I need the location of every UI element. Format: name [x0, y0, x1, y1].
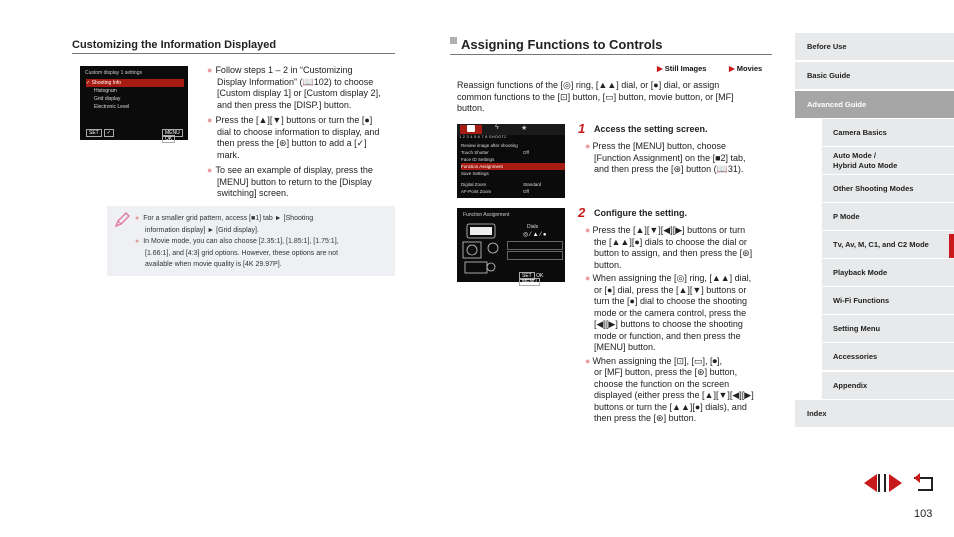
bullet-icon: ●: [207, 65, 213, 75]
sidebar-item-before-use[interactable]: Before Use: [795, 33, 954, 60]
note-item: ● For a smaller grid pattern, access [■1] tab ► [Shooting information display] ► [Grid display].: [135, 215, 314, 234]
camera-screen-shoot2-menu: [457, 124, 565, 198]
bullet-icon: ●: [135, 238, 140, 245]
screen-row: Electronic Level: [94, 104, 130, 110]
button-assign-row: [507, 251, 563, 260]
step-title: Access the setting screen.: [594, 124, 708, 134]
screen-row: Function Assignment: [461, 163, 565, 170]
section-title: Customizing the Information Displayed: [72, 39, 277, 51]
sidebar-item-advanced-guide[interactable]: Advanced Guide: [795, 91, 954, 118]
camera-icon: [467, 125, 475, 132]
bullet-icon: ●: [585, 141, 591, 151]
movies-link[interactable]: ▶ Movies: [729, 64, 763, 73]
screen-row: Histogram: [94, 88, 117, 94]
bullet-icon: ●: [207, 165, 213, 175]
next-page-icon[interactable]: [884, 474, 902, 492]
wrench-icon: ϟ: [495, 124, 499, 131]
instruction-list: [207, 65, 397, 200]
bullet-item: ● Press the [▲][▼][◀][▶] buttons or turn the [▲▲][●] dials to choose the dial or button to assign, and then press the [⊛] button.: [585, 225, 753, 270]
screen-row: Digital Zoom Standard: [461, 182, 542, 187]
screen-set-label: SET ✓: [86, 130, 116, 136]
star-icon: ★: [521, 125, 528, 132]
bullet-icon: ●: [207, 115, 213, 125]
sidebar-item-accessories[interactable]: Accessories: [822, 343, 954, 370]
screen-row: Face ID Settings: [461, 157, 495, 162]
screen-header: Custom display 1 settings: [85, 70, 142, 76]
sidebar-item-wifi-functions[interactable]: Wi-Fi Functions: [822, 287, 954, 314]
heading-square-icon: [450, 37, 457, 44]
sidebar-item-setting-menu[interactable]: Setting Menu: [822, 315, 954, 342]
bullet-icon: ●: [135, 215, 140, 222]
sidebar-item-camera-basics[interactable]: Camera Basics: [822, 119, 954, 146]
sidebar-item-p-mode[interactable]: P Mode: [822, 203, 954, 230]
camera-screen-function-assignment: [457, 208, 565, 285]
bullet-icon: ●: [585, 355, 591, 366]
page-title: Assigning Functions to Controls: [461, 37, 663, 52]
bullet-item: ● Press the [▲][▼] buttons or turn the [●] dial to choose information to display, and then press the [⊛] button to add a [✓] mark.: [207, 115, 380, 160]
camera-screen-custom-display: [80, 66, 188, 140]
tab-numbers: 1 2 3 4 5 6 7 8 SHOOT2: [459, 134, 507, 139]
screen-menu-ok: MENU OK: [162, 130, 188, 142]
sidebar-item-playback-mode[interactable]: Playback Mode: [822, 259, 954, 286]
screen-row: ✓ Shooting Info: [86, 79, 184, 87]
dials-label: Dials: [527, 224, 539, 230]
check-icon: ✓: [86, 80, 92, 86]
step-number: 1: [578, 121, 586, 136]
note-item: ● In Movie mode, you can also choose [2.35:1], [1.85:1], [1.75:1], [1.66:1], and [4:3] grid options. However, these options are not available when movie quality is [4K 29.97P].: [135, 238, 339, 268]
page-navigation: [860, 472, 936, 494]
step-number: 2: [578, 205, 586, 220]
bullet-item: ● When assigning the [⊡], [▭], [⏺], or [MF] button, press the [⊛] button, choose the function on the screen displayed (either press the [▲][▼][◀][▶] buttons or turn the [▲▲][●] dials), and then press the [⊛] button.: [585, 355, 754, 423]
dial-icons: ◎ ⁄ ▲ ⁄ ●: [523, 232, 547, 238]
arrow-right-icon: ▶: [729, 64, 735, 73]
bullet-item: ● Follow steps 1 – 2 in “Customizing Display Information” (📖102) to choose [Custom display 1] or [Custom display 2], and then press the [DISP.] button.: [207, 65, 381, 110]
screen-row: Touch Shutter Off: [461, 150, 529, 155]
bullet-item: ● When assigning the [◎] ring, [▲▲] dial, or [●] dial, press the [▲][▼] buttons or turn the [●] dial to choose the shooting mode or the camera control, press the [◀][▶] buttons to choose the shooting mode or function, and then press the [MENU] button.: [585, 273, 752, 352]
step-body: ● Press the [MENU] button, choose [Function Assignment] on the [■2] tab, and then press the [⊛] button (📖31).: [585, 141, 746, 174]
screen-set-ok-menu: SET OK MENU: [519, 273, 565, 285]
dial-assign-row: [507, 241, 563, 250]
bullet-icon: ●: [585, 273, 591, 283]
sidebar-item-appendix[interactable]: Appendix: [822, 372, 954, 399]
sidebar-item-other-shooting-modes[interactable]: Other Shooting Modes: [822, 175, 954, 202]
step-body: [585, 225, 775, 425]
page-number: 103: [914, 508, 933, 520]
previous-page-icon[interactable]: [860, 472, 882, 494]
pencil-icon: [113, 211, 131, 229]
intro-text: Reassign functions of the [◎] ring, [▲▲] dial, or [●] dial, or assign common functions to the [⊡] button, [▭] button, movie button, or [MF] button.: [457, 80, 734, 113]
title-divider: [450, 54, 772, 55]
screen-row: Review image after shooting: [461, 143, 518, 148]
sidebar-item-tv-av-m-mode[interactable]: Tv, Av, M, C1, and C2 Mode: [822, 231, 954, 258]
sidebar-item-index[interactable]: Index: [795, 400, 954, 427]
note-list: [135, 213, 390, 271]
sidebar-item-basic-guide[interactable]: Basic Guide: [795, 62, 954, 89]
section-divider: [72, 53, 395, 54]
step-title: Configure the setting.: [594, 208, 687, 218]
screen-row: AF-Point Zoom Off: [461, 189, 529, 194]
camera-body-icon: [461, 222, 501, 274]
still-images-link[interactable]: ▶ Still Images: [657, 64, 707, 73]
bullet-icon: ●: [585, 225, 591, 235]
screen-header: Function Assignment: [463, 212, 510, 218]
arrow-right-icon: ▶: [657, 64, 663, 73]
bullet-item: ● To see an example of display, press the [MENU] button to return to the [Display switching] screen.: [207, 165, 373, 198]
return-icon[interactable]: [914, 473, 932, 490]
screen-row: Save Settings: [461, 171, 489, 176]
sidebar-active-marker: [949, 234, 954, 258]
screen-row: Grid display: [94, 96, 121, 102]
check-icon: ✓: [104, 129, 114, 137]
sidebar-item-auto-mode[interactable]: Auto Mode / Hybrid Auto Mode: [822, 147, 954, 174]
